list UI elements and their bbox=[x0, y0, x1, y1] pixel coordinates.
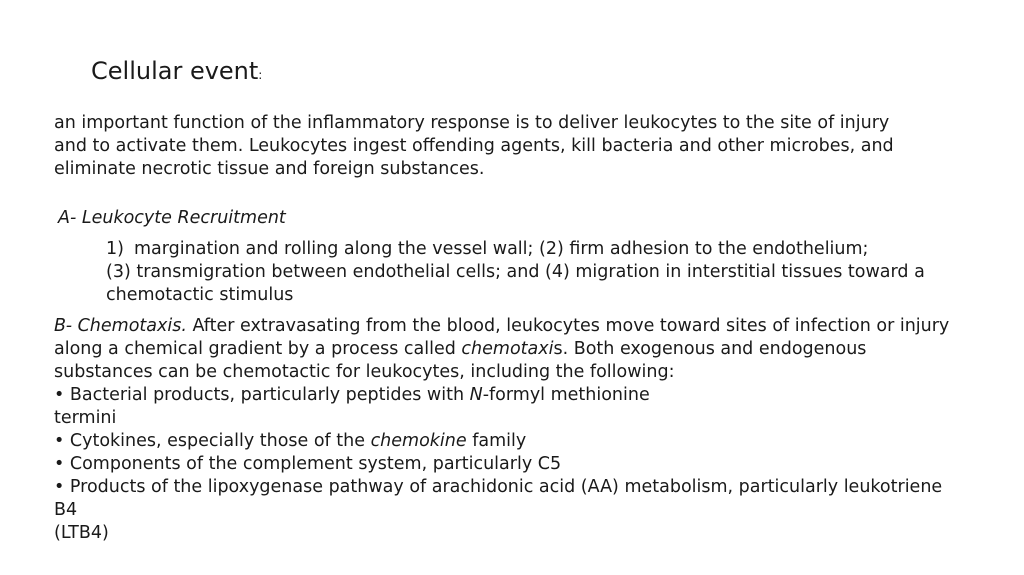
bullet-text: • Bacterial products, particularly peptides with bbox=[54, 385, 470, 405]
bullet-item: • Products of the lipoxygenase pathway of arachidonic acid (AA) metabolism, particularly leukotriene bbox=[54, 477, 943, 497]
chemotaxis-line bbox=[54, 338, 949, 361]
bullet-item bbox=[54, 384, 949, 407]
slide-title-colon: : bbox=[258, 68, 263, 82]
bullet-text: family bbox=[466, 431, 527, 451]
slide-title-text: Cellular event bbox=[91, 57, 259, 85]
bullet-italic: chemokine bbox=[370, 431, 467, 451]
chemotaxis-term: chemotaxi bbox=[461, 339, 554, 359]
intro-line: an important function of the inflammatory response is to deliver leukocytes to the site of injury bbox=[54, 113, 890, 133]
section-a-heading: A- Leukocyte Recruitment bbox=[58, 208, 286, 228]
intro-line: eliminate necrotic tissue and foreign substances. bbox=[54, 159, 485, 179]
bullet-continuation: termini bbox=[54, 408, 117, 428]
recruitment-step-line: chemotactic stimulus bbox=[106, 285, 294, 305]
chemotaxis-text: After extravasating from the blood, leukocytes move toward sites of infection or injury bbox=[186, 316, 950, 336]
chemotaxis-text: s. Both exogenous and endogenous bbox=[553, 339, 867, 359]
bullet-text: -formyl methionine bbox=[482, 385, 650, 405]
bullet-text: • Cytokines, especially those of the bbox=[54, 431, 371, 451]
chemotaxis-line: substances can be chemotactic for leukocytes, including the following: bbox=[54, 362, 675, 382]
chemotaxis-line bbox=[54, 315, 949, 338]
section-b-heading: B- Chemotaxis. bbox=[54, 316, 187, 336]
intro-line: and to activate them. Leukocytes ingest offending agents, kill bacteria and other microbes, and bbox=[54, 136, 894, 156]
chemotaxis-text: along a chemical gradient by a process called bbox=[54, 339, 462, 359]
bullet-continuation: (LTB4) bbox=[54, 523, 109, 543]
slide-title bbox=[91, 56, 262, 90]
intro-paragraph bbox=[54, 112, 894, 181]
chemotaxis-section bbox=[54, 315, 949, 545]
step-number: 1) bbox=[106, 239, 124, 259]
bullet-italic: N bbox=[469, 385, 483, 405]
recruitment-step-line bbox=[106, 238, 925, 261]
recruitment-step-line: (3) transmigration between endothelial cells; and (4) migration in interstitial tissues toward a bbox=[106, 262, 925, 282]
recruitment-steps bbox=[106, 238, 925, 307]
bullet-item bbox=[54, 430, 949, 453]
bullet-item: • Components of the complement system, particularly C5 bbox=[54, 454, 562, 474]
step-text: margination and rolling along the vessel wall; (2) firm adhesion to the endothelium; bbox=[134, 239, 869, 259]
bullet-continuation: B4 bbox=[54, 500, 78, 520]
